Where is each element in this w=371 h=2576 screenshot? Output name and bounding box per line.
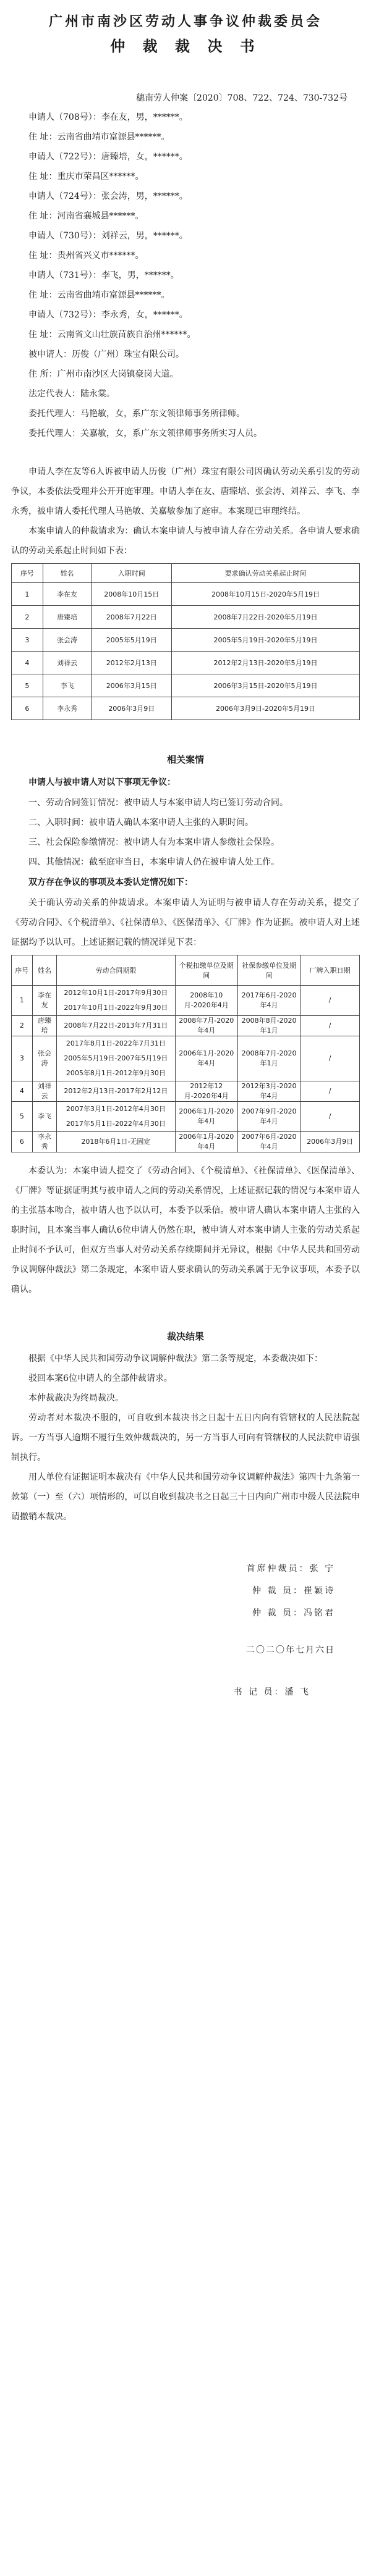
table-row [12,1102,360,1132]
table-cell: 4 [12,652,43,674]
table-row [12,583,360,606]
table-row [12,629,360,652]
facts-heading: 相关案情 [166,754,204,765]
table-cell: 李在友 [43,583,92,606]
arbitrator: 仲 裁 员：崔颖诗 [252,1586,335,1596]
table-cell: 2012年2月13日 [92,652,171,674]
ruling-item: 驳回本案6位申请人的全部仲裁请求。 [28,1374,173,1383]
contract-period: 2012年2月13日-2017年2月12日 [64,1087,168,1095]
table-row [12,1036,360,1081]
table-header-cell: 姓名 [32,955,56,986]
table-cell: 1 [12,583,43,606]
party-line: 法定代表人：陆永棠。 [28,389,115,399]
chief-arbitrator: 首席仲裁员：张 宁 [246,1564,335,1574]
table-cell: 李飞 [32,1102,56,1132]
table-cell: 3 [12,629,43,652]
table-cell: 6 [12,697,43,720]
table-cell: 2005年5月19日-2020年5月19日 [171,629,359,652]
table-cell: 2006年3月9日 [92,697,171,720]
table-cell: 5 [12,674,43,697]
party-line: 被申请人：历俊（广州）珠宝有限公司。 [28,350,184,359]
undisputed-item: 三、社会保险参缴情况：被申请人有为本案申请人参缴社会保险。 [28,837,279,847]
table-cell: 张会涛 [43,629,92,652]
case-number: 穗南劳人仲案〔2020〕708、722、724、730-732号 [136,93,348,103]
contract-period: 2018年6月1日-无固定 [81,1138,151,1146]
party-line: 申请人（724号）：张会涛，男，******。 [28,191,188,201]
table-cell: 2008年7月-2020年4月 [175,1016,237,1036]
party-line: 住 址：云南省曲靖市富源县******。 [28,132,170,142]
table-row [12,697,360,720]
party-line: 委托代理人：关嘉敏，女，系广东文领律师事务所实习人员。 [28,429,262,438]
table-cell: 唐臻培 [32,1016,56,1036]
table-cell: 2008年7月22日 [92,606,171,629]
table-header-cell: 厂牌入职日期 [301,955,360,986]
award-date: 二〇二〇年七月六日 [246,1645,335,1655]
contract-period: 2012年10月1日-2017年9月30日 [64,989,168,997]
table-cell: 2006年3月15日-2020年5月19日 [171,674,359,697]
parties-section [11,107,360,443]
party-line: 委托代理人：马艳敏，女，系广东文领律师事务所律师。 [28,409,245,419]
ruling-item: 劳动者对本裁决不服的，可自收到本裁决书之日起十五日内向有管辖权的人民法院起诉。一方当事人逾期不履行生效仲裁裁决的，另一方当事人可向有管辖权的人民法院申请强制执行。 [11,1413,360,1462]
table-cell: 刘祥云 [32,1081,56,1102]
org-title: 广州市南沙区劳动人事争议仲裁委员会 [48,14,322,30]
table-header-cell: 劳动合同期限 [57,955,175,986]
table-cell: 2008年10月15日 [92,583,171,606]
contract-period: 2007年3月1日-2012年4月30日 [66,1105,166,1113]
table-header-cell: 序号 [12,955,33,986]
party-line: 住 址：云南省文山壮族苗族自治州******。 [28,330,196,340]
table-cell: / [301,986,360,1016]
ruling-item: 本仲裁裁决为终局裁决。 [28,1393,124,1403]
table-header-cell: 姓名 [43,564,92,583]
table-row [12,652,360,674]
contract-period: 2005年5月19日-2007年5月19日 [64,1054,168,1062]
table-cell: 2017年6月-2020年4月 [237,986,300,1016]
claims-paragraph: 本案申请人的仲裁请求为：确认本案申请人与被申请人存在劳动关系。各申请人要求确认的劳动关系起止时间如下表： [11,526,360,556]
table-row [12,1132,360,1152]
table-cell: 4 [12,1081,33,1102]
party-line: 住 址：河南省襄城县******。 [28,211,144,221]
table-cell: 2008年10月-2020年4月 [175,986,237,1016]
table-cell: / [301,1016,360,1036]
arbitrator: 仲 裁 员：冯铭君 [252,1608,335,1618]
table-cell: 2008年7月22日-2020年5月19日 [171,606,359,629]
doc-type-title: 仲 裁 裁 决 书 [110,37,261,55]
table-cell: 2007年9月-2020年4月 [237,1102,300,1132]
contract-dates-cell [57,1016,175,1036]
table-cell: 2006年1月-2020年4月 [175,1132,237,1152]
contract-period: 2017年5月1日-2022年4月30日 [66,1120,166,1128]
table-row [12,606,360,629]
table-cell: 2 [12,1016,33,1036]
contract-dates-cell [57,1132,175,1152]
table-cell: 2007年6月-2020年4月 [237,1132,300,1152]
table-cell: 李永秀 [43,697,92,720]
contract-dates-cell [57,986,175,1016]
table-cell: 唐臻培 [43,606,92,629]
contract-period: 2017年8月1日-2022年7月31日 [66,1039,166,1047]
party-line: 申请人（722号）：唐臻培，女，******。 [28,152,188,162]
table-cell: 2006年3月9日-2020年5月19日 [171,697,359,720]
intro-paragraph: 申请人李在友等6人诉被申请人历俊（广州）珠宝有限公司因确认劳动关系引发的劳动争议，本委依法受理并公开开庭审理。申请人李在友、唐臻培、张会涛、刘祥云、李飞、李永秀，被申请人委托代理人马艳敏、关嘉敏参加了庭审。本案现已审理终结。 [11,467,360,516]
party-line: 住 址：贵州省兴义市******。 [28,251,144,261]
court-clerk: 书 记 员：潘 飞 [233,1687,310,1697]
party-line: 住 所：广州市南沙区大岗镇豪岗大道。 [28,369,179,379]
table-row [12,1016,360,1036]
table-header-cell: 要求确认劳动关系起止时间 [171,564,359,583]
table-header-row [12,564,360,583]
table-header-cell: 入职时间 [92,564,171,583]
disputed-paragraph: 关于确认劳动关系的仲裁请求。本案申请人为证明与被申请人存在劳动关系，提交了《劳动合同》、《个税清单》、《社保清单》、《医保清单》、《厂牌》作为证据。被申请人对上述证据均予以认可。上述证据记载的情况详见下表： [11,898,360,947]
undisputed-item: 四、其他情况：截至庭审当日，本案申请人仍在被申请人处工作。 [28,857,279,867]
party-line: 申请人（708号）：李在友，男，******。 [28,112,188,122]
undisputed-item: 二、入职时间：被申请人确认本案申请人主张的入职时间。 [28,818,254,828]
table-cell: 李在友 [32,986,56,1016]
table-cell: 5 [12,1102,33,1132]
table-cell: 张会涛 [32,1036,56,1081]
table-cell: 1 [12,986,33,1016]
table-header-cell: 序号 [12,564,43,583]
table-cell: 2 [12,606,43,629]
table-cell: 李飞 [43,674,92,697]
table-row [12,1081,360,1102]
table-cell: 2006年3月15日 [92,674,171,697]
table-row [12,674,360,697]
contract-dates-cell [57,1102,175,1132]
table-cell: 2006年3月9日 [301,1132,360,1152]
table-cell: 3 [12,1036,33,1081]
table-cell: / [301,1102,360,1132]
table-cell: 刘祥云 [43,652,92,674]
undisputed-heading: 申请人与被申请人对以下事项无争议： [28,778,176,787]
party-line: 住 址：云南省曲靖市富源县******。 [28,290,170,300]
contract-dates-cell [57,1036,175,1081]
table-cell: 2005年5月19日 [92,629,171,652]
table-cell: 2012年12月-2020年4月 [175,1081,237,1102]
table-cell: 2006年1月-2020年4月 [175,1036,237,1081]
contract-period: 2005年8月1日-2012年9月30日 [66,1069,166,1077]
table-cell: 2012年3月-2020年4月 [237,1081,300,1102]
table-cell: / [301,1036,360,1081]
table-header-row [12,955,360,986]
party-line: 住 址：重庆市荣昌区******。 [28,172,144,182]
table-cell: / [301,1081,360,1102]
claims-table [11,563,360,720]
ruling-basis: 根据《中华人民共和国劳动争议调解仲裁法》第二条等规定，本委裁决如下： [28,1354,323,1364]
contract-dates-cell [57,1081,175,1102]
party-line: 申请人（731号）：李飞，男，******。 [28,271,179,280]
table-row [12,986,360,1016]
contract-period: 2008年7月22日-2013年7月31日 [64,1022,168,1030]
party-line: 申请人（730号）：刘祥云，男，******。 [28,231,188,241]
table-cell: 6 [12,1132,33,1152]
table-cell: 2008年7月-2020年1月 [237,1036,300,1081]
table-cell: 2006年1月-2020年4月 [175,1102,237,1132]
table-header-cell: 社保参缴单位及期间 [237,955,300,986]
table-cell: 2012年2月13日-2020年5月19日 [171,652,359,674]
ruling-heading: 裁决结果 [166,1331,204,1342]
table-cell: 李永秀 [32,1132,56,1152]
evidence-table [11,955,360,1152]
party-line: 申请人（732号）：李永秀，女，******。 [28,310,188,320]
disputed-heading: 双方存在争议的事项及本委认定情况如下： [28,878,193,887]
table-cell: 2008年10月15日-2020年5月19日 [171,583,359,606]
ruling-item: 用人单位有证据证明本裁决有《中华人民共和国劳动争议调解仲裁法》第四十九条第一款第（一）至（六）项情形的，可以自收到裁决书之日起三十日内向广州市中级人民法院申请撤销本裁决。 [11,1472,360,1522]
undisputed-item: 一、劳动合同签订情况：被申请人与本案申请人均已签订劳动合同。 [28,798,288,808]
contract-period: 2017年10月1日-2022年9月30日 [64,1004,168,1012]
table-cell: 2008年8月-2020年1月 [237,1016,300,1036]
reasoning-paragraph: 本委认为：本案申请人提交了《劳动合同》、《个税清单》、《社保清单》、《医保清单》、《厂牌》等证据证明其与被申请人之间的劳动关系情况，上述证据记载的情况与本案申请人的主张基本吻合，被申请人也予以认可，本委予以采信。被申请人确认本案申请人主张的入职时间，且本案当事人确认6位申请人仍然在职，被申请人对本案申请人主张的劳动关系起止时间不予认可，但双方当事人对劳动关系存续期间并无异议，根据《中华人民共和国劳动争议调解仲裁法》第二条规定，本案申请人要求确认的劳动关系属于无争议事项，本委予以确认。 [11,1166,360,1294]
table-header-cell: 个税扣缴单位及期间 [175,955,237,986]
